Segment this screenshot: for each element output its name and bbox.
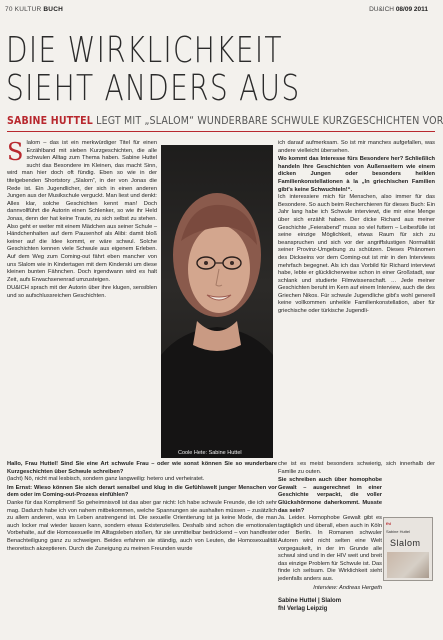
lower-left-column bbox=[7, 461, 277, 635]
page-header bbox=[0, 0, 442, 20]
right-answer-1: Ich interessiere mich für Menschen, also immer für das Besondere. So auch beim Recherchieren für dieses Buch: Ein Jahr lang habe ich Schwule interviewt, die mir eine Menge über sich erzählt haben. Der dicke Richard aus meiner Geschichte „Feierabend“ muss so viel futtern – Leibesfülle ist seine einzige Möglichkeit, etwas Raum für sich zu beanspruchen und sich vor der angriffslustigen Normalität seiner Provinz-Umgebung zu schützen. Dieses Phänomen des Dickseins vor dem Coming-out ist mir in den Interviews mehrfach begegnet. Als ich das Vorbild für Richard interviewt habe, lebte er glücklicherweise schon in einer Großstadt, war schlank und studierte Filmwissenschaft. … Jede meiner Geschichten beruht im Kern auf einem Interview, auch die des Griechen Nikos. Für schwule Jugendliche gibt's wohl generell keine vollkommen unheikle Familienkonstellation, aber für griechische oder türkische Jugendli- bbox=[278, 194, 435, 315]
dropcap: S bbox=[7, 138, 24, 166]
book-author: Sabine Huttel bbox=[386, 529, 411, 534]
book-cover bbox=[383, 517, 433, 581]
book-cover-image bbox=[387, 552, 429, 578]
intro-paragraph-2: DU&ICH sprach mit der Autorin über ihre klugen, sensiblen und so aufschlussreichen Geschichten. bbox=[7, 285, 157, 299]
answer-3: Ja. Leider. Homophobe Gewalt gibt es tagtäglich und überall, eben auch in Köln oder Berlin. In Romanen schwuler Autoren wird nicht selten eine Welt vorgegaukelt, in der im Grunde alle schwul sind und in der HIV weit und breit das einzige Problem für Schwule ist. Das finde ich seltsam. Die Wirklichkeit sieht jedenfalls anders aus. bbox=[278, 515, 382, 582]
section-label: BUCH bbox=[43, 6, 63, 13]
answer-1: (lacht) Nö, nicht mal lesbisch, sondern ganz langweilig: hetero und verheiratet. bbox=[7, 476, 205, 483]
subtitle-rule bbox=[7, 131, 435, 132]
headline-line-1: DIE WIRKLICHKEIT bbox=[6, 30, 283, 71]
book-brand: fhl bbox=[386, 521, 391, 526]
right-question-1: Wo kommt das Interesse fürs Besondere her? Schließlich handeln Ihre Geschichten von Außenseitern wie einem dicken Jungen oder besonders heiklen Familienkonstellationen à la „In griechischen Familien gibt's keine Schwuchteln!“. bbox=[278, 156, 435, 193]
section-prefix: KULTUR bbox=[14, 6, 42, 13]
right-column bbox=[278, 140, 435, 458]
header-issue bbox=[369, 6, 428, 13]
book-title: Slalom bbox=[390, 538, 421, 548]
question-2: Im Ernst: Wieso können Sie sich derart sensibel und klug in die Gefühlswelt junger Menschen vor dem oder im Coming-out-Prozess einfühlen? bbox=[7, 484, 277, 499]
book-info-author: Sabine Huttel bbox=[278, 598, 317, 605]
question-3: Sie schreiben auch über homophobe Gewalt – ausgerechnet in einer Geschichte verpackt, die voller Glückshörmone daherkommt. Musste das sein? bbox=[278, 477, 382, 514]
lower-right-column bbox=[278, 461, 435, 635]
headline-line-2: SIEHT ANDERS AUS bbox=[6, 68, 301, 109]
subtitle-text: LEGT MIT „SLALOM“ WUNDERBARE SCHWULE KURZGESCHICHTEN VOR bbox=[96, 114, 443, 127]
answer-2: Danke für das Kompliment! So geheimnisvoll ist das aber gar nicht: Ich habe schwule Freunde, die ich sehr mag. Dadurch habe ich von nahem mitbekommen, welche Spannungen sie aushalten müssen – zusätzlich zu allem anderen, was im Leben anstrengend ist. Die sexuelle Orientierung ist ja keine Mode, die man auch locker mal wieder lassen kann, sondern etwas Existenzielles. Deshalb sind schon die emotionalen Vorbehalte, auf die Homosexuelle im Alltagsleben stoßen, für sie unmittelbar bedrückend – von handfester Benachteiligung ganz zu schweigen. Beides erfahren sie ständig, auch von Leuten, die Homosexualität theoretisch akzeptieren. Durch die Zuneigung zu meinen Freunden wurde bbox=[7, 499, 277, 552]
question-1: Hallo, Frau Huttel! Sind Sie eine Art schwule Frau – oder wie sonst können Sie so wunderbare Kurzgeschichten über Schwule schreiben? bbox=[7, 461, 277, 475]
book-info bbox=[278, 597, 435, 613]
book-info-separator: | bbox=[318, 598, 320, 605]
page-number: 70 bbox=[5, 6, 13, 13]
subtitle-author: SABINE HUTTEL bbox=[7, 114, 93, 127]
subtitle bbox=[7, 114, 443, 127]
photo-credit: Coole Hete: Sabine Huttel bbox=[178, 450, 242, 456]
right-paragraph-1: ich darauf aufmerksam. So ist mir manches aufgefallen, was andere vielleicht übersehen. bbox=[278, 140, 435, 154]
book-info-title: Slalom bbox=[321, 598, 342, 605]
author-photo bbox=[161, 145, 273, 458]
magazine-name: DU&ICH bbox=[369, 6, 394, 13]
issue-number: 08/09 2011 bbox=[395, 6, 428, 13]
intro-column bbox=[7, 140, 157, 458]
author-portrait-image bbox=[161, 145, 273, 458]
intro-paragraph-1: lalom – das ist ein merkwürdiger Titel für einen Erzählband mit sieben Kurzgeschichten, die alle schwulen Alltag zum Thema haben. Sabine Huttel sucht das Besondere im Kleinen, das macht Sinn, wird man hier doch oft fündig. Eben so wie in der titelgebenden Shortstory „Slalom“, in der von Jonas die Rede ist. Ein Jugendlicher, der sich in einen anderen Jungen aus der Musikschule verguckt. Man liest und denkt: Alles klar, solche Geschichten kennt man! Doch dannvollführt die Autorin einen Schlenker, so wie ihr Held Jonas, denn der hat keine Traute, zu sich selbst zu stehen. Also geht er weiter mit einem Mädchen aus seiner Schule – Händchenhalten auf dem Pausenhof als Alibi: damit bloß keiner auf die Idee kommt, er wäre schwul. Solche Geschichten kennen viele Schwule aus eigenem Erleben. Auf dem Weg zum Coming-out fährt eben mancher von uns Slalom wie in Kindertagen mit dem Kinderski um diese kleinen bunten Fähnchen. Doch irgendwann wird es halt Zeit, aufs Erwachsenenrad umzusteigen. bbox=[7, 140, 157, 283]
continued-paragraph: che ist es meist besonders schwierig, sich innerhalb der Familie zu outen. bbox=[278, 461, 435, 475]
book-info-publisher: fhl Verlag Leipzig bbox=[278, 606, 328, 613]
interviewer-credit: Interview: Andreas Hergeth bbox=[313, 584, 382, 591]
header-section bbox=[5, 6, 63, 13]
